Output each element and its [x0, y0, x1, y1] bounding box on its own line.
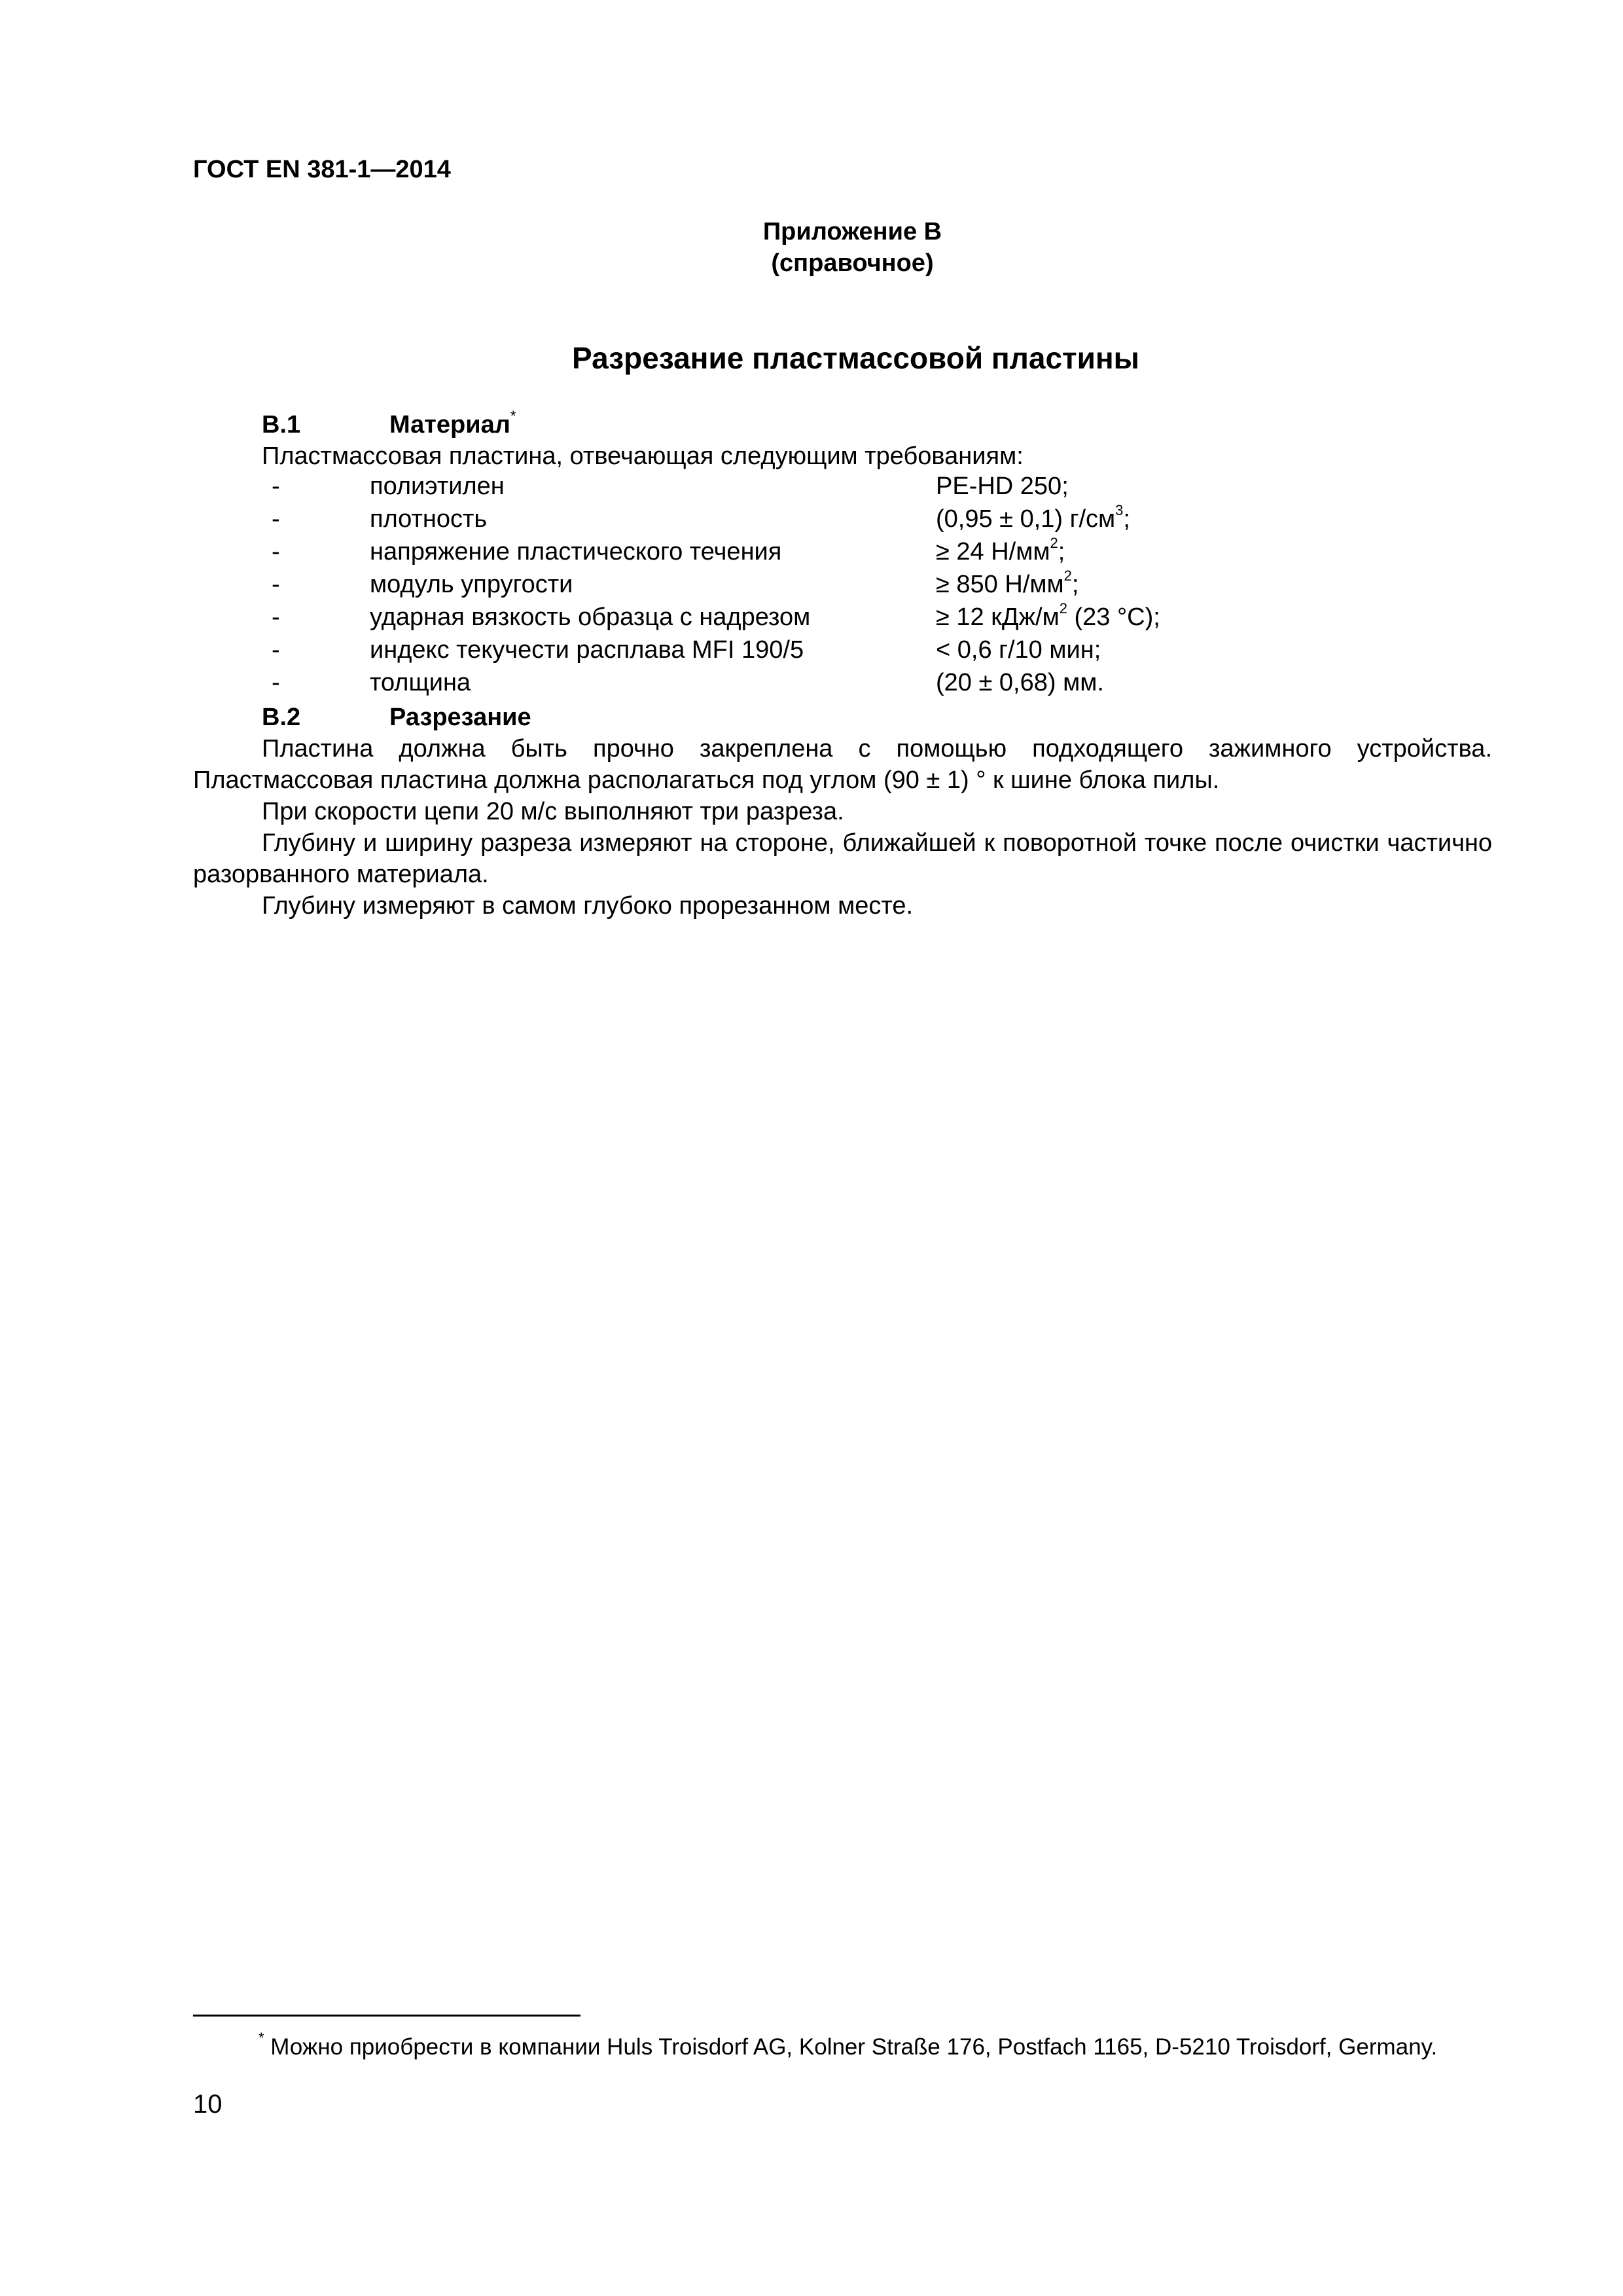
standard-code: ГОСТ EN 381-1—2014 — [193, 156, 451, 183]
property-name: плотность — [370, 505, 488, 533]
paragraph: При скорости цепи 20 м/с выполняют три разреза. — [262, 798, 844, 825]
property-name: модуль упругости — [370, 571, 573, 598]
property-value: (20 ± 0,68) мм. — [936, 669, 1104, 696]
property-value: PE-HD 250; — [936, 473, 1069, 500]
appendix-label: Приложение В — [762, 218, 942, 245]
page-title — [0, 340, 1623, 376]
list-dash: - — [272, 669, 280, 696]
section-b1-number: В.1 — [262, 411, 301, 439]
list-dash: - — [272, 636, 280, 664]
page-number: 10 — [193, 2090, 223, 2119]
property-name: индекс текучести расплава MFI 190/5 — [370, 636, 804, 664]
list-dash: - — [272, 538, 280, 565]
property-value: < 0,6 г/10 мин; — [936, 636, 1101, 664]
list-dash: - — [272, 571, 280, 598]
footnote-mark: * — [259, 2030, 264, 2046]
list-dash: - — [272, 603, 280, 631]
property-name: толщина — [370, 669, 471, 696]
list-item — [0, 535, 1623, 571]
footnote-separator — [193, 2015, 580, 2017]
section-b2-number: В.2 — [262, 704, 301, 731]
section-b1-heading — [389, 409, 516, 440]
section-b1-footnote-mark: * — [510, 408, 516, 424]
paragraph: Пластина должна быть прочно закреплена с помощью подходящего зажимного устройства. Пластмассовая пластина должна располагаться под углом (90 ± 1) ° к шине блока пилы. — [193, 735, 1492, 794]
page-title-text: Разрезание пластмассовой пластины — [572, 341, 1139, 375]
footnote — [193, 2032, 1492, 2062]
section-b1-title: Материал — [389, 411, 510, 439]
paragraph: Глубину измеряют в самом глубоко прорезанном месте. — [262, 892, 914, 920]
section-b1-intro: Пластмассовая пластина, отвечающая следующим требованиям: — [262, 442, 1024, 470]
property-value: ≥ 850 $Н/мм^2$; — [936, 567, 1079, 598]
list-item — [0, 502, 1623, 538]
list-item — [0, 473, 1623, 505]
property-value: ≥ 12 кДж/$м^2$ (23 °С); — [936, 600, 1160, 631]
property-name: полиэтилен — [370, 473, 505, 500]
paragraph: Глубину и ширину разреза измеряют на стороне, ближайшей к поворотной точке после очистки частично разорванного материала. — [193, 829, 1492, 888]
section-b2-heading — [389, 702, 531, 733]
property-value: (0,95 ± 0,1) $г/см^3$; — [936, 502, 1130, 533]
property-value: ≥ 24 $Н/мм^2$; — [936, 535, 1065, 565]
list-item — [0, 669, 1623, 702]
appendix-status: (справочное) — [771, 249, 934, 277]
list-item — [0, 600, 1623, 636]
footnote-text: Можно приобрести в компании Huls Troisdorf AG, Kolner Straße 176, Postfach 1165, D-5210 Troisdorf, Germany. — [264, 2034, 1438, 2060]
list-item — [0, 567, 1623, 603]
list-dash: - — [272, 505, 280, 533]
section-b2-title: Разрезание — [389, 704, 531, 731]
property-name: напряжение пластического течения — [370, 538, 782, 565]
appendix-heading — [0, 216, 1623, 279]
list-item — [0, 636, 1623, 669]
list-dash: - — [272, 473, 280, 500]
property-name: ударная вязкость образца с надрезом — [370, 603, 811, 631]
